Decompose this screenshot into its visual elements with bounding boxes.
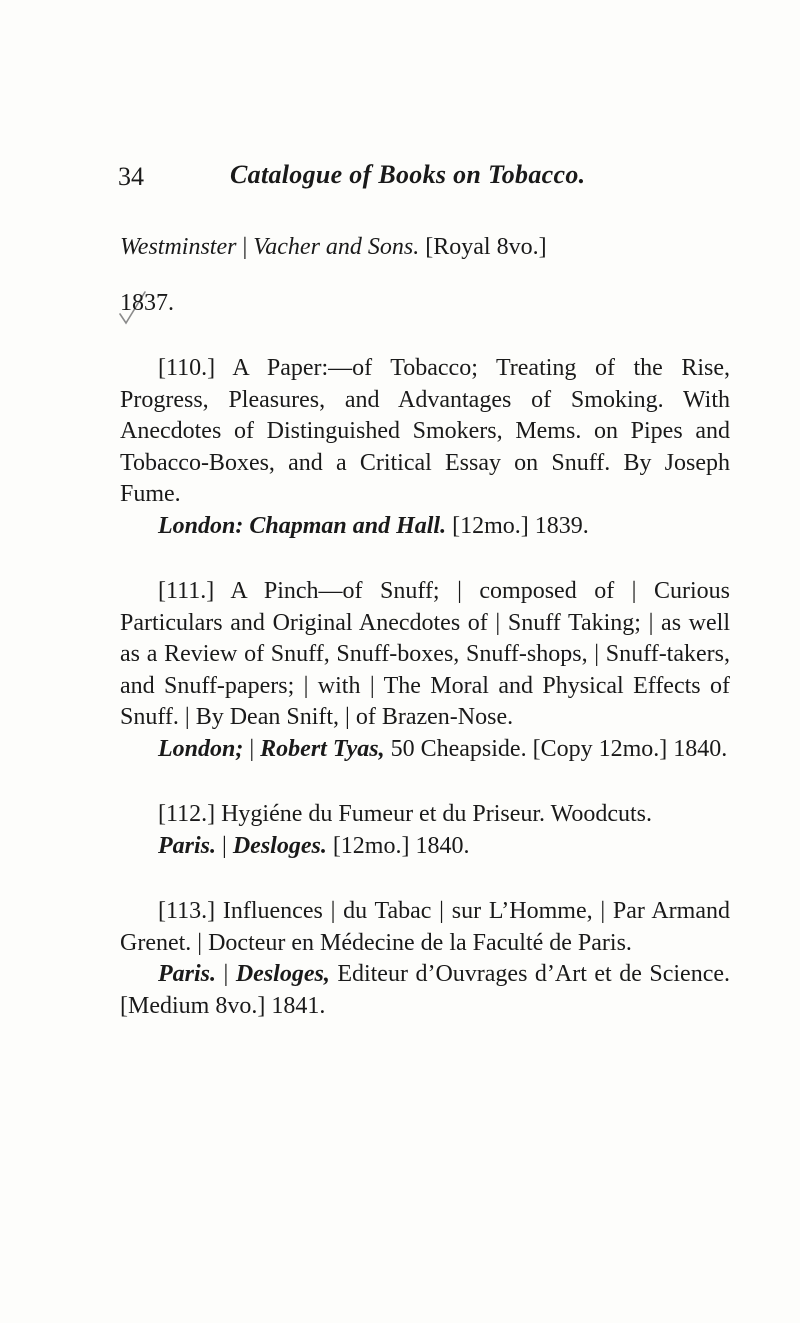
imprint-line <box>120 831 730 863</box>
entry-number: [111.] <box>158 578 215 604</box>
imprint-place: Paris. <box>158 961 217 987</box>
entry-text <box>120 353 730 511</box>
catalogue-body <box>120 208 730 1056</box>
imprint-line <box>120 511 730 543</box>
imprint-details: [12mo.] 1840. <box>332 832 470 859</box>
imprint-publisher: Desloges. <box>232 832 327 859</box>
imprint-place: London: <box>158 512 244 539</box>
imprint-place: Westminster <box>120 234 237 260</box>
entry-number: [112.] <box>158 801 216 827</box>
running-title: Catalogue of Books on Tobacco. <box>230 160 586 189</box>
entry-number: [113.] <box>158 898 216 924</box>
entry-title: A Pinch—of Snuff; | composed of | Curious Particulars and Original Anecdotes of | Snuff Taking; | as well as a Review of Snuff, Snuff-boxes, Snuff-shops, | Snuff-takers, and Snuff-papers; | with | The Moral and Physical Effects of Snuff. | By Dean Snift, | of Brazen-Nose. <box>120 578 730 730</box>
imprint-format: [Royal 8vo.] <box>425 234 547 260</box>
entry-title: Hygiéne du Fumeur et du Priseur. Woodcuts. <box>221 801 653 827</box>
imprint-publisher: Chapman and Hall. <box>249 512 447 539</box>
catalogue-entry-113 <box>120 896 730 1022</box>
catalogue-entry-111 <box>120 576 730 765</box>
imprint-line <box>120 959 730 1022</box>
imprint-publisher: Vacher and Sons. <box>253 234 420 260</box>
entry-text <box>120 576 730 734</box>
line-separator: | <box>242 234 248 260</box>
entry-continuation <box>120 232 730 319</box>
entry-number: [110.] <box>158 355 216 381</box>
entry-text <box>120 799 730 831</box>
imprint-publisher: Robert Tyas, <box>260 735 385 762</box>
line-separator: | <box>222 832 227 859</box>
line-separator: | <box>223 961 229 987</box>
imprint-line <box>120 734 730 766</box>
imprint-publisher: Desloges, <box>235 961 330 987</box>
catalogue-entry-112 <box>120 799 730 862</box>
imprint-place: London; <box>158 735 244 762</box>
entry-title: A Paper:—of Tobacco; Treating of the Rise, Progress, Pleasures, and Advantages of Smoking. With Anecdotes of Distinguished Smokers, Mems. on Pipes and Tobacco-Boxes, and a Critical Essay on Snuff. By Joseph Fume. <box>120 355 730 507</box>
entry-text <box>120 896 730 959</box>
imprint-place: Paris. <box>158 832 217 859</box>
catalogue-entry-110 <box>120 353 730 542</box>
imprint-details: [12mo.] 1839. <box>452 512 589 539</box>
entry-title: Influences | du Tabac | sur L’Homme, | Par Armand Grenet. | Docteur en Médecine de la Faculté de Paris. <box>120 898 730 956</box>
imprint-details: 50 Cheapside. [Copy 12mo.] 1840. <box>390 735 728 762</box>
page-number: 34 <box>118 162 144 191</box>
running-head <box>118 160 738 196</box>
imprint-line <box>120 232 730 264</box>
imprint-details: Editeur d’Ouvrages d’Art et de Science. [Medium 8vo.] 1841. <box>120 961 730 1019</box>
imprint-year: 1837. <box>120 289 174 316</box>
line-separator: | <box>249 735 255 762</box>
